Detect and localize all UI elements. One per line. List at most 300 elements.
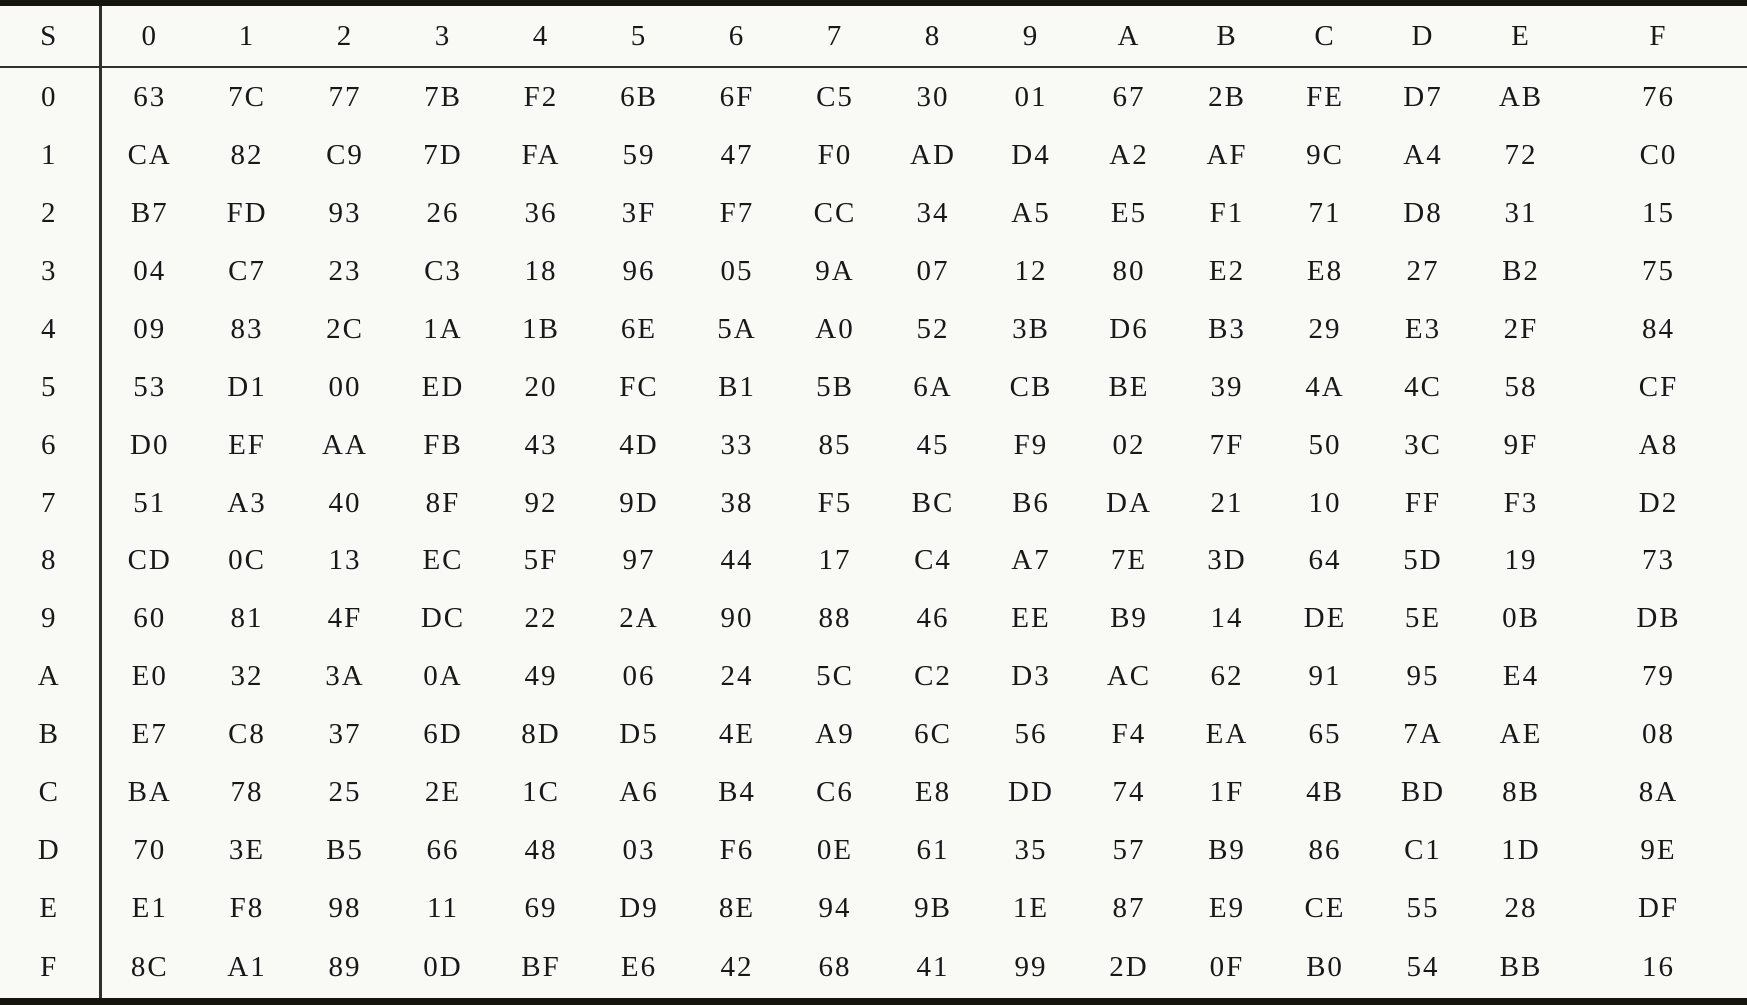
sbox-cell-9C: DE <box>1303 602 1347 635</box>
sbox-cell-D6: F6 <box>719 833 755 866</box>
row-label-0: 0 <box>0 67 100 127</box>
sbox-cell-E4: 69 <box>524 891 558 924</box>
row-label-6: 6 <box>0 416 100 474</box>
sbox-cell-CB: 1F <box>1209 776 1245 809</box>
sbox-cell-2B: F1 <box>1209 197 1245 230</box>
sbox-cell-16: 47 <box>720 139 754 172</box>
sbox-cell-A1: 32 <box>230 660 264 693</box>
sbox-cell-AA: AC <box>1106 660 1152 693</box>
sbox-cell-D5: 03 <box>622 833 656 866</box>
sbox-cell-6A: 02 <box>1112 428 1146 461</box>
sbox-cell-1A: A2 <box>1109 139 1149 172</box>
sbox-cell-69: F9 <box>1013 428 1049 461</box>
sbox-cell-E6: 8E <box>718 891 756 924</box>
sbox-cell-8D: 5D <box>1403 544 1443 577</box>
sbox-cell-4F: 84 <box>1642 312 1675 345</box>
sbox-cell-D9: 35 <box>1014 833 1048 866</box>
sbox-cell-45: 6E <box>620 312 658 345</box>
sbox-cell-E8: 9B <box>914 891 952 924</box>
table-row-F <box>0 937 1747 1001</box>
sbox-cell-77: F5 <box>817 486 853 519</box>
sbox-cell-83: EC <box>422 544 464 577</box>
sbox-cell-47: A0 <box>815 312 855 345</box>
sbox-cell-AC: 91 <box>1308 660 1342 693</box>
sbox-cell-52: 00 <box>328 370 362 403</box>
sbox-cell-C0: BA <box>127 776 172 809</box>
sbox-cell-C9: DD <box>1008 776 1054 809</box>
sbox-cell-E5: D9 <box>619 891 659 924</box>
sbox-cell-55: FC <box>619 370 659 403</box>
sbox-cell-51: D1 <box>227 370 267 403</box>
row-label-7: 7 <box>0 474 100 532</box>
sbox-cell-BC: 65 <box>1308 718 1342 751</box>
sbox-cell-73: 8F <box>425 486 461 519</box>
sbox-cell-02: 77 <box>328 80 362 113</box>
sbox-cell-33: C3 <box>424 254 462 287</box>
sbox-body <box>0 67 1747 1002</box>
sbox-cell-68: 45 <box>916 428 950 461</box>
sbox-cell-86: 44 <box>720 544 754 577</box>
sbox-cell-35: 96 <box>622 254 656 287</box>
sbox-cell-B5: D5 <box>619 718 659 751</box>
sbox-cell-ED: 55 <box>1406 891 1440 924</box>
sbox-cell-C4: 1C <box>522 776 560 809</box>
sbox-cell-1D: A4 <box>1403 139 1443 172</box>
sbox-cell-85: 97 <box>622 544 656 577</box>
sbox-cell-58: 6A <box>913 370 953 403</box>
corner-cell: S <box>0 3 100 67</box>
sbox-cell-01: 7C <box>228 80 266 113</box>
table-row-6 <box>0 416 1747 474</box>
sbox-cell-3A: 80 <box>1112 254 1146 287</box>
sbox-cell-0D: D7 <box>1403 80 1443 113</box>
sbox-cell-DB: B9 <box>1208 833 1246 866</box>
sbox-cell-FB: 0F <box>1209 951 1245 984</box>
sbox-cell-2F: 15 <box>1642 197 1675 230</box>
column-header-2: 2 <box>296 3 394 67</box>
sbox-cell-B8: 6C <box>914 718 952 751</box>
sbox-cell-08: 30 <box>916 80 950 113</box>
sbox-cell-B4: 8D <box>521 718 561 751</box>
sbox-cell-60: D0 <box>130 428 170 461</box>
sbox-cell-76: 38 <box>720 486 754 519</box>
row-label-D: D <box>0 822 100 880</box>
sbox-cell-D8: 61 <box>916 833 950 866</box>
sbox-cell-4D: E3 <box>1404 312 1442 345</box>
row-label-C: C <box>0 764 100 822</box>
sbox-cell-A4: 49 <box>524 660 558 693</box>
sbox-cell-20: B7 <box>130 197 169 230</box>
sbox-cell-8A: 7E <box>1110 544 1148 577</box>
sbox-cell-1C: 9C <box>1306 139 1344 172</box>
sbox-cell-50: 53 <box>133 370 167 403</box>
row-label-B: B <box>0 706 100 764</box>
sbox-cell-44: 1B <box>522 312 560 345</box>
sbox-cell-4B: B3 <box>1208 312 1246 345</box>
sbox-cell-78: BC <box>911 486 955 519</box>
sbox-cell-90: 60 <box>133 602 167 635</box>
column-header-3: 3 <box>394 3 492 67</box>
sbox-cell-13: 7D <box>423 139 463 172</box>
sbox-cell-CD: BD <box>1400 776 1446 809</box>
sbox-cell-A7: 5C <box>816 660 854 693</box>
sbox-cell-6E: 9F <box>1503 428 1539 461</box>
sbox-cell-8B: 3D <box>1207 544 1247 577</box>
sbox-cell-FD: 54 <box>1406 951 1440 984</box>
sbox-cell-84: 5F <box>523 544 559 577</box>
sbox-cell-F3: 0D <box>423 951 463 984</box>
sbox-cell-4C: 29 <box>1308 312 1342 345</box>
sbox-cell-53: ED <box>421 370 465 403</box>
row-label-8: 8 <box>0 532 100 590</box>
sbox-cell-17: F0 <box>817 139 853 172</box>
sbox-cell-C3: 2E <box>424 776 462 809</box>
sbox-cell-29: A5 <box>1011 197 1051 230</box>
sbox-cell-F4: BF <box>521 951 561 984</box>
sbox-cell-09: 01 <box>1014 80 1048 113</box>
sbox-cell-63: FB <box>423 428 463 461</box>
sbox-cell-81: 0C <box>228 544 266 577</box>
sbox-cell-56: B1 <box>718 370 756 403</box>
sbox-cell-23: 26 <box>426 197 460 230</box>
row-label-1: 1 <box>0 127 100 185</box>
sbox-cell-A8: C2 <box>914 660 952 693</box>
column-header-E: E <box>1472 3 1570 67</box>
sbox-cell-75: 9D <box>619 486 659 519</box>
sbox-cell-5A: BE <box>1108 370 1150 403</box>
column-header-9: 9 <box>982 3 1080 67</box>
table-row-E <box>0 879 1747 937</box>
sbox-cell-91: 81 <box>230 602 264 635</box>
sbox-cell-A9: D3 <box>1011 660 1051 693</box>
sbox-cell-37: 9A <box>815 254 855 287</box>
sbox-cell-72: 40 <box>328 486 362 519</box>
sbox-cell-C1: 78 <box>230 776 264 809</box>
sbox-cell-7F: D2 <box>1638 486 1679 519</box>
sbox-cell-79: B6 <box>1012 486 1050 519</box>
table-row-1 <box>0 127 1747 185</box>
sbox-cell-7D: FF <box>1404 486 1442 519</box>
row-label-2: 2 <box>0 185 100 243</box>
sbox-cell-7A: DA <box>1106 486 1152 519</box>
sbox-cell-0C: FE <box>1306 80 1344 113</box>
sbox-cell-D4: 48 <box>524 833 558 866</box>
sbox-cell-05: 6B <box>620 80 658 113</box>
sbox-cell-48: 52 <box>916 312 950 345</box>
sbox-cell-B1: C8 <box>228 718 266 751</box>
sbox-cell-5E: 58 <box>1504 370 1538 403</box>
row-label-3: 3 <box>0 242 100 300</box>
column-header-8: 8 <box>884 3 982 67</box>
sbox-cell-11: 82 <box>230 139 264 172</box>
sbox-cell-F0: 8C <box>130 951 169 984</box>
column-header-0: 0 <box>100 3 198 67</box>
sbox-cell-2D: D8 <box>1403 197 1443 230</box>
table-row-8 <box>0 532 1747 590</box>
sbox-cell-3B: E2 <box>1208 254 1246 287</box>
sbox-cell-E7: 94 <box>818 891 852 924</box>
sbox-cell-0B: 2B <box>1208 80 1246 113</box>
sbox-cell-9D: 5E <box>1404 602 1442 635</box>
table-row-D <box>0 822 1747 880</box>
sbox-cell-5C: 4A <box>1305 370 1345 403</box>
sbox-cell-E3: 11 <box>427 891 459 924</box>
sbox-cell-36: 05 <box>720 254 754 287</box>
sbox-cell-95: 2A <box>619 602 659 635</box>
sbox-cell-70: 51 <box>133 486 167 519</box>
sbox-cell-9F: DB <box>1636 602 1681 635</box>
sbox-cell-8F: 73 <box>1642 544 1675 577</box>
sbox-cell-F8: 41 <box>916 951 950 984</box>
column-header-5: 5 <box>590 3 688 67</box>
sbox-cell-1E: 72 <box>1504 139 1538 172</box>
sbox-cell-E0: E1 <box>131 891 168 924</box>
sbox-cell-DF: 9E <box>1640 833 1677 866</box>
sbox-cell-3D: 27 <box>1406 254 1440 287</box>
sbox-cell-5B: 39 <box>1210 370 1244 403</box>
column-header-7: 7 <box>786 3 884 67</box>
sbox-cell-15: 59 <box>622 139 656 172</box>
column-header-4: 4 <box>492 3 590 67</box>
sbox-cell-B2: 37 <box>328 718 362 751</box>
sbox-cell-DE: 1D <box>1501 833 1541 866</box>
sbox-cell-BF: 08 <box>1642 718 1675 751</box>
sbox-cell-87: 17 <box>818 544 852 577</box>
sbox-cell-62: AA <box>322 428 368 461</box>
table-row-5 <box>0 358 1747 416</box>
sbox-cell-2A: E5 <box>1110 197 1148 230</box>
sbox-cell-27: CC <box>813 197 857 230</box>
sbox-cell-1B: AF <box>1206 139 1248 172</box>
sbox-cell-74: 92 <box>524 486 558 519</box>
sbox-cell-0F: 76 <box>1642 80 1675 113</box>
sbox-cell-9B: 14 <box>1210 602 1244 635</box>
sbox-cell-06: 6F <box>719 80 755 113</box>
row-label-F: F <box>0 937 100 1001</box>
sbox-cell-64: 43 <box>524 428 558 461</box>
table-row-B <box>0 706 1747 764</box>
sbox-cell-59: CB <box>1009 370 1053 403</box>
table-row-0 <box>0 67 1747 127</box>
sbox-cell-89: A7 <box>1011 544 1051 577</box>
sbox-cell-D0: 70 <box>133 833 167 866</box>
sbox-cell-CC: 4B <box>1306 776 1344 809</box>
sbox-cell-8E: 19 <box>1504 544 1538 577</box>
sbox-cell-A0: E0 <box>131 660 168 693</box>
sbox-cell-94: 22 <box>524 602 558 635</box>
sbox-cell-F1: A1 <box>227 951 267 984</box>
sbox-cell-C2: 25 <box>328 776 362 809</box>
sbox-cell-EB: E9 <box>1208 891 1246 924</box>
sbox-cell-FC: B0 <box>1306 951 1344 984</box>
sbox-cell-21: FD <box>226 197 268 230</box>
sbox-cell-F9: 99 <box>1014 951 1048 984</box>
sbox-cell-25: 3F <box>621 197 657 230</box>
sbox-cell-03: 7B <box>424 80 462 113</box>
sbox-cell-42: 2C <box>326 312 364 345</box>
sbox-cell-A5: 06 <box>622 660 656 693</box>
column-header-C: C <box>1276 3 1374 67</box>
sbox-cell-98: 46 <box>916 602 950 635</box>
sbox-cell-6B: 7F <box>1209 428 1245 461</box>
sbox-cell-1F: C0 <box>1639 139 1678 172</box>
sbox-cell-A6: 24 <box>720 660 754 693</box>
sbox-cell-EA: 87 <box>1112 891 1146 924</box>
sbox-cell-26: F7 <box>719 197 755 230</box>
sbox-cell-CA: 74 <box>1112 776 1146 809</box>
sbox-cell-C7: C6 <box>816 776 854 809</box>
sbox-cell-4A: D6 <box>1109 312 1149 345</box>
sbox-cell-2E: 31 <box>1504 197 1538 230</box>
sbox-cell-E2: 98 <box>328 891 362 924</box>
sbox-cell-22: 93 <box>328 197 362 230</box>
sbox-cell-24: 36 <box>524 197 558 230</box>
sbox-cell-EC: CE <box>1304 891 1346 924</box>
row-label-9: 9 <box>0 590 100 648</box>
sbox-cell-AB: 62 <box>1210 660 1244 693</box>
sbox-cell-3F: 75 <box>1642 254 1675 287</box>
sbox-cell-82: 13 <box>328 544 362 577</box>
sbox-cell-F5: E6 <box>620 951 658 984</box>
sbox-cell-5D: 4C <box>1404 370 1442 403</box>
column-header-A: A <box>1080 3 1178 67</box>
sbox-cell-D3: 66 <box>426 833 460 866</box>
column-header-F: F <box>1570 3 1747 67</box>
sbox-cell-B7: A9 <box>815 718 855 751</box>
sbox-cell-71: A3 <box>227 486 267 519</box>
sbox-cell-61: EF <box>228 428 266 461</box>
sbox-cell-07: C5 <box>816 80 854 113</box>
column-header-D: D <box>1374 3 1472 67</box>
sbox-cell-DC: 86 <box>1308 833 1342 866</box>
sbox-cell-30: 04 <box>133 254 167 287</box>
row-label-4: 4 <box>0 300 100 358</box>
sbox-cell-96: 90 <box>720 602 754 635</box>
sbox-cell-46: 5A <box>717 312 757 345</box>
sbox-cell-E9: 1E <box>1012 891 1050 924</box>
sbox-cell-92: 4F <box>327 602 363 635</box>
sbox-cell-B6: 4E <box>718 718 756 751</box>
sbox-cell-B3: 6D <box>423 718 463 751</box>
sbox-cell-7B: 21 <box>1210 486 1244 519</box>
sbox-cell-CF: 8A <box>1638 776 1679 809</box>
sbox-cell-38: 07 <box>916 254 950 287</box>
sbox-cell-99: EE <box>1011 602 1051 635</box>
sbox-cell-12: C9 <box>326 139 364 172</box>
sbox-cell-C5: A6 <box>619 776 659 809</box>
sbox-cell-3E: B2 <box>1502 254 1540 287</box>
sbox-cell-8C: 64 <box>1308 544 1342 577</box>
table-row-9 <box>0 590 1747 648</box>
sbox-cell-AF: 79 <box>1642 660 1675 693</box>
sbox-cell-BB: EA <box>1205 718 1249 751</box>
row-label-E: E <box>0 879 100 937</box>
sbox-cell-34: 18 <box>524 254 558 287</box>
sbox-cell-B9: 56 <box>1014 718 1048 751</box>
sbox-cell-EF: DF <box>1637 891 1680 924</box>
sbox-cell-7C: 10 <box>1308 486 1342 519</box>
sbox-cell-88: C4 <box>914 544 952 577</box>
sbox-cell-43: 1A <box>423 312 463 345</box>
sbox-cell-AD: 95 <box>1406 660 1440 693</box>
sbox-cell-0A: 67 <box>1112 80 1146 113</box>
sbox-cell-D7: 0E <box>816 833 854 866</box>
table-row-7 <box>0 474 1747 532</box>
sbox-header <box>0 3 1747 67</box>
sbox-cell-EE: 28 <box>1504 891 1538 924</box>
sbox-cell-6D: 3C <box>1404 428 1442 461</box>
sbox-cell-32: 23 <box>328 254 362 287</box>
table-row-3 <box>0 242 1747 300</box>
sbox-cell-6F: A8 <box>1638 428 1679 461</box>
sbox-cell-10: CA <box>127 139 172 172</box>
sbox-cell-2C: 71 <box>1308 197 1342 230</box>
sbox-cell-F7: 68 <box>818 951 852 984</box>
sbox-cell-14: FA <box>521 139 561 172</box>
sbox-cell-18: AD <box>910 139 956 172</box>
sbox-cell-40: 09 <box>133 312 167 345</box>
sbox-cell-28: 34 <box>916 197 950 230</box>
sbox-cell-80: CD <box>127 544 172 577</box>
sbox-cell-FF: 16 <box>1642 951 1675 984</box>
sbox-cell-39: 12 <box>1014 254 1048 287</box>
column-header-1: 1 <box>198 3 296 67</box>
sbox-cell-3C: E8 <box>1306 254 1344 287</box>
sbox-cell-66: 33 <box>720 428 754 461</box>
sbox-cell-7E: F3 <box>1503 486 1539 519</box>
sbox-cell-9A: B9 <box>1110 602 1148 635</box>
sbox-cell-65: 4D <box>619 428 659 461</box>
sbox-cell-D2: B5 <box>326 833 364 866</box>
sbox-cell-54: 20 <box>524 370 558 403</box>
sbox-cell-AE: E4 <box>1502 660 1540 693</box>
column-header-6: 6 <box>688 3 786 67</box>
sbox-cell-CE: 8B <box>1502 776 1540 809</box>
sbox-cell-DA: 57 <box>1112 833 1146 866</box>
sbox-cell-F6: 42 <box>720 951 754 984</box>
sbox-cell-04: F2 <box>523 80 559 113</box>
table-row-4 <box>0 300 1747 358</box>
row-label-A: A <box>0 648 100 706</box>
sbox-cell-FE: BB <box>1499 951 1543 984</box>
sbox-cell-00: 63 <box>133 80 167 113</box>
sbox-cell-97: 88 <box>818 602 852 635</box>
sbox-cell-57: 5B <box>816 370 854 403</box>
sbox-cell-F2: 89 <box>328 951 362 984</box>
sbox-cell-4E: 2F <box>1503 312 1539 345</box>
table-row-A <box>0 648 1747 706</box>
sbox-cell-BE: AE <box>1499 718 1543 751</box>
sbox-cell-B0: E7 <box>131 718 168 751</box>
sbox-cell-D1: 3E <box>228 833 266 866</box>
sbox-cell-BA: F4 <box>1111 718 1147 751</box>
sbox-cell-9E: 0B <box>1502 602 1540 635</box>
header-row <box>0 3 1747 67</box>
sbox-cell-FA: 2D <box>1109 951 1149 984</box>
sbox-cell-67: 85 <box>818 428 852 461</box>
table-row-C <box>0 764 1747 822</box>
sbox-cell-A2: 3A <box>325 660 365 693</box>
sbox-cell-BD: 7A <box>1403 718 1443 751</box>
sbox-cell-E1: F8 <box>229 891 265 924</box>
sbox-cell-41: 83 <box>230 312 264 345</box>
sbox-cell-C8: E8 <box>914 776 952 809</box>
sbox-cell-49: 3B <box>1012 312 1050 345</box>
sbox-cell-5F: CF <box>1638 370 1679 403</box>
sbox-cell-A3: 0A <box>423 660 463 693</box>
row-label-5: 5 <box>0 358 100 416</box>
sbox-cell-93: DC <box>420 602 466 635</box>
